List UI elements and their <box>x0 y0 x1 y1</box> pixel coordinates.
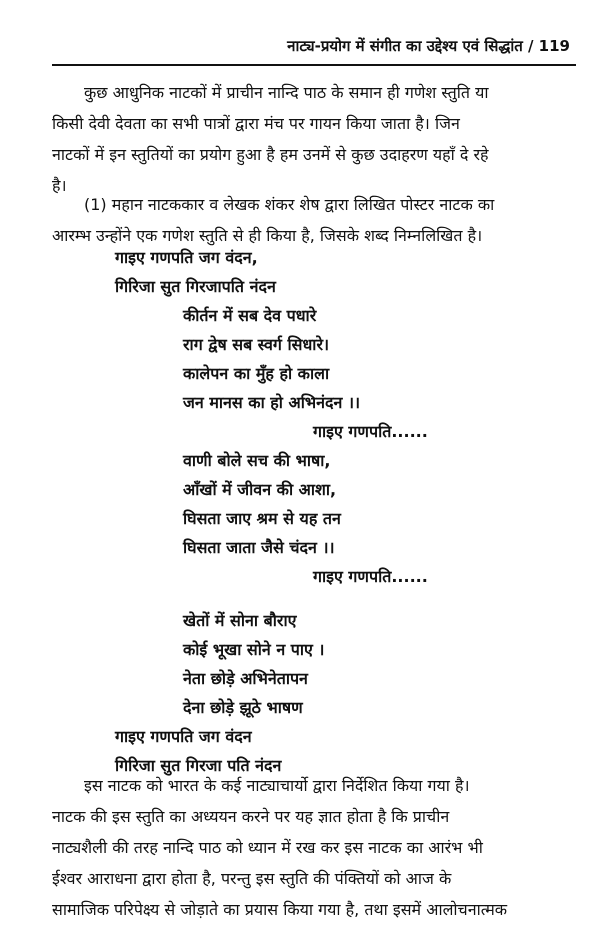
text-line: इस नाटक को भारत के कई नाट्याचार्यो द्वारा निर्देशित किया गया है। <box>84 776 470 795</box>
text-line: (1) महान नाटककार व लेखक शंकर शेष द्वारा लिखित पोस्टर नाटक का <box>84 195 495 214</box>
verse-line: देना छोड़े झूठे भाषण <box>183 698 303 717</box>
verse-line: घिसता जाए श्रम से यह तन <box>183 509 341 528</box>
paragraph-intro <box>52 77 572 201</box>
verse-line: वाणी बोले सच की भाषा, <box>183 451 331 470</box>
verse-line: घिसता जाता जैसे चंदन ।। <box>183 538 335 557</box>
verse-line: खेतों में सोना बौराए <box>183 611 297 630</box>
text-line: कुछ आधुनिक नाटकों में प्राचीन नान्दि पाठ के समान ही गणेश स्तुति या <box>84 83 489 102</box>
verse-line: गाइए गणपति जग वंदन, <box>115 248 258 267</box>
text-line: सामाजिक परिपेक्ष्य से जोड़ाते का प्रयास किया गया है, तथा इसमें आलोचनात्मक <box>52 900 508 919</box>
verse-line: आँखों में जीवन की आशा, <box>183 480 337 499</box>
verse-line: जन मानस का हो अभिनंदन ।। <box>183 393 361 412</box>
text-line: नाटकों में इन स्तुतियों का प्रयोग हुआ है हम उनमें से कुछ उदाहरण यहाँ दे रहे <box>52 145 489 164</box>
verse-line: गिरिजा सुत गिरजापति नंदन <box>115 277 276 296</box>
verse-line: राग द्वेष सब स्वर्ग सिधारे। <box>183 335 330 354</box>
text-line: किसी देवी देवता का सभी पात्रों द्वारा मंच पर गायन किया जाता है। जिन <box>52 114 460 133</box>
verse-refrain: गाइए गणपति...... <box>313 422 428 441</box>
verse-line: नेता छोड़े अभिनेतापन <box>183 669 308 688</box>
header-rule <box>52 64 576 66</box>
verse-line: कालेपन का मुँह हो काला <box>183 364 330 383</box>
text-line: है। <box>52 176 67 195</box>
text-line: ईश्वर आराधना द्वारा होता है, परन्तु इस स्तुति की पंक्तियों को आज के <box>52 869 452 888</box>
text-line: नाट्यशैली की तरह नान्दि पाठ को ध्यान में रख कर इस नाटक का आरंभ भी <box>52 838 483 857</box>
verse-refrain: गाइए गणपति...... <box>313 567 428 586</box>
running-header: नाट्य-प्रयोग में संगीत का उद्देश्य एवं सिद्धांत / 119 <box>287 37 570 55</box>
paragraph-analysis <box>52 770 572 925</box>
paragraph-example-1 <box>52 189 572 251</box>
verse-line: कोई भूखा सोने न पाए । <box>183 640 325 659</box>
verse-line: कीर्तन में सब देव पधारे <box>183 306 317 325</box>
text-line: आरम्भ उन्होंने एक गणेश स्तुति से ही किया है, जिसके शब्द निम्नलिखित है। <box>52 226 483 245</box>
verse-line: गाइए गणपति जग वंदन <box>115 727 252 746</box>
verse-line: गिरिजा सुत गिरजा पति नंदन <box>115 756 282 775</box>
text-line: नाटक की इस स्तुति का अध्ययन करने पर यह ज्ञात होता है कि प्राचीन <box>52 807 450 826</box>
